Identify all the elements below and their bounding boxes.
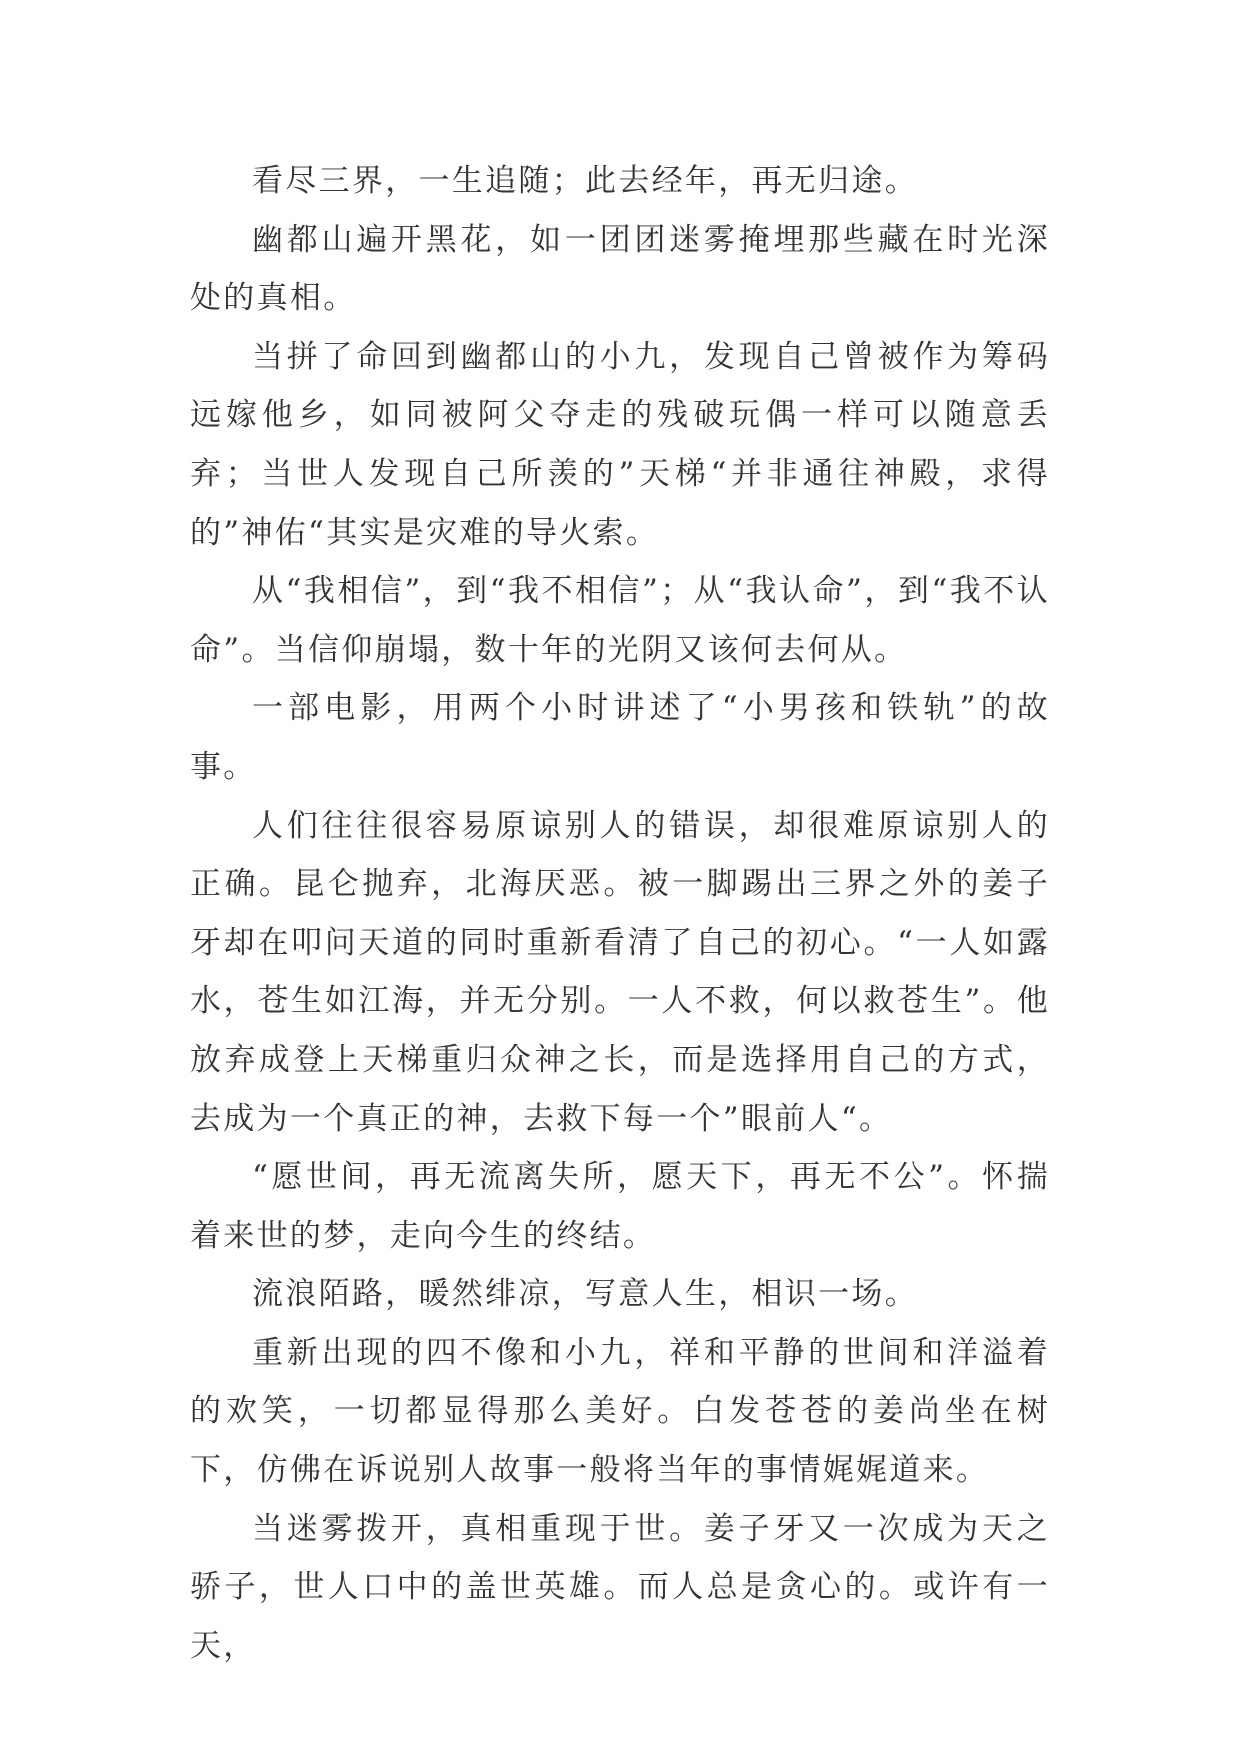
paragraph-4: 从“我相信”，到“我不相信”；从“我认命”，到“我不认命”。当信仰崩塌，数十年的光阴又该何去何从。: [190, 573, 1050, 668]
paragraph-7: “愿世间，再无流离失所，愿天下，再无不公”。怀揣着来世的梦，走向今生的终结。: [190, 1159, 1050, 1254]
document-body: [190, 152, 1050, 1675]
paragraph-8: 流浪陌路，暖然绯凉，写意人生，相识一场。: [252, 1276, 918, 1313]
paragraph-5: 一部电影，用两个小时讲述了“小男孩和铁轨”的故事。: [190, 690, 1050, 785]
paragraph-9: 重新出现的四不像和小九，祥和平静的世间和洋溢着的欢笑，一切都显得那么美好。白发苍苍的姜尚坐在树下，仿佛在诉说别人故事一般将当年的事情娓娓道来。: [190, 1334, 1050, 1489]
paragraph-6: 人们往往很容易原谅别人的错误，却很难原谅别人的正确。昆仑抛弃，北海厌恶。被一脚踢出三界之外的姜子牙却在叩问天道的同时重新看清了自己的初心。“一人如露水，苍生如江海，并无分别。一人不救，何以救苍生”。他放弃成登上天梯重归众神之长，而是选择用自己的方式，去成为一个真正的神，去救下每一个”眼前人“。: [190, 807, 1050, 1137]
paragraph-10: 当迷雾拨开，真相重现于世。姜子牙又一次成为天之骄子，世人口中的盖世英雄。而人总是贪心的。或许有一天，: [190, 1510, 1050, 1664]
paragraph-1: 看尽三界，一生追随；此去经年，再无归途。: [252, 163, 918, 199]
paragraph-2: 幽都山遍开黑花，如一团团迷雾掩埋那些藏在时光深处的真相。: [190, 221, 1050, 317]
paragraph-3: 当拼了命回到幽都山的小九，发现自己曾被作为筹码远嫁他乡，如同被阿父夺走的残破玩偶一样可以随意丢弃；当世人发现自己所羡的”天梯“并非通往神殿，求得的”神佑“其实是灾难的导火索。: [190, 338, 1050, 551]
